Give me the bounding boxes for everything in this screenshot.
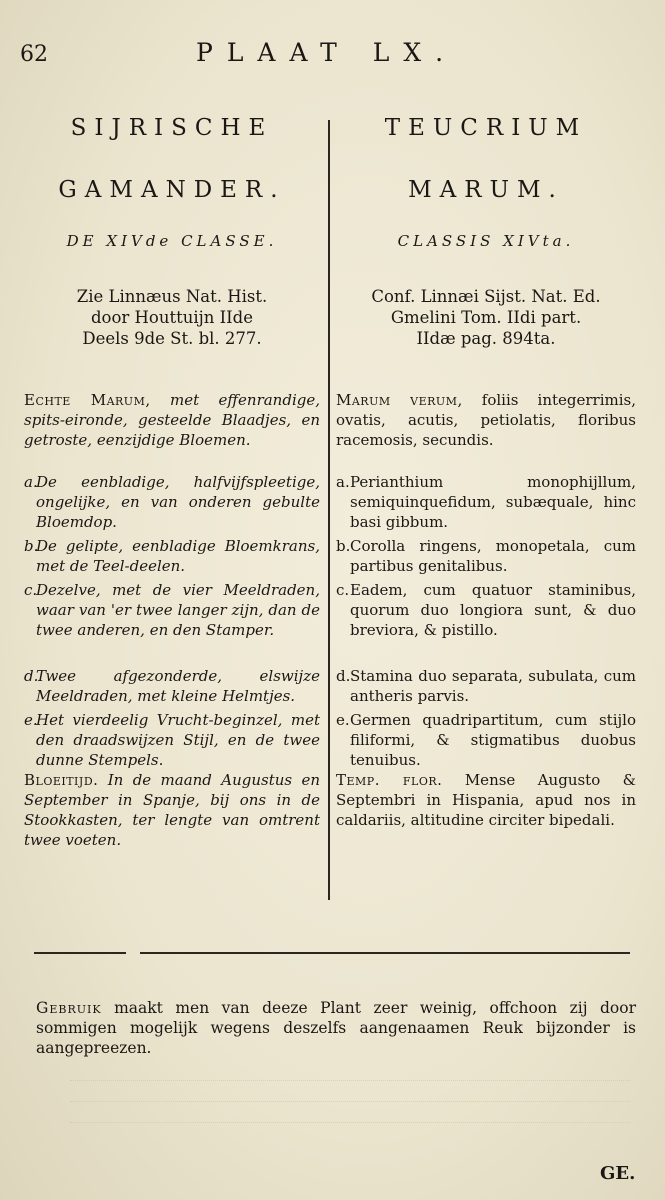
entry-text: In de maand Augustus en September in Spanje, bij ons in de Stookkasten, ter lengte van omtrent twee voeten.: [24, 771, 320, 849]
latin-title-line2: MARUM.: [408, 177, 564, 203]
latin-column: [336, 108, 636, 854]
entry-text: foliis integerrimis, ovatis, acutis, petiolatis, floribus racemosis, secundis.: [336, 391, 636, 449]
entry-head: Temp. flor.: [336, 771, 443, 789]
entry-marker: b.: [24, 537, 39, 555]
entry-text: Dezelve, met de vier Meeldraden, waar van 'er twee langer zijn, dan de twee anderen, en den Stamper.: [36, 581, 320, 639]
dutch-reference-line: door Houttuijn IIde: [90, 308, 254, 327]
dutch-entry-b: [24, 536, 320, 580]
entry-head: Marum verum,: [336, 391, 463, 409]
dutch-reference-line: Deels 9de St. bl. 277.: [82, 329, 262, 348]
plate-title: PLAAT LX.: [196, 38, 458, 67]
dutch-class-heading: DE XIVde CLASSE.: [66, 232, 278, 250]
entry-text: Eadem, cum quatuor staminibus, quorum duo longiora sunt, & duo breviora, & pistillo.: [350, 581, 636, 639]
entry-text: Corolla ringens, monopetala, cum partibus genitalibus.: [350, 537, 636, 575]
dutch-entry-a: [24, 472, 320, 536]
entry-marker: e.: [24, 711, 38, 729]
latin-reference-line: Conf. Linnæi Sijst. Nat. Ed.: [371, 287, 601, 306]
dutch-column: [24, 108, 320, 854]
latin-entry-b: [336, 536, 636, 580]
entry-marker: a.: [24, 473, 38, 491]
dutch-entry-e: [24, 710, 320, 770]
entry-text: Perianthium monophijllum, semiquinquefidum, subæquale, hinc basi gibbum.: [350, 473, 636, 531]
entry-marker: d.: [24, 667, 39, 685]
dutch-entry-flowering: [24, 770, 320, 854]
entry-text: Twee afgezonderde, elswijze Meeldraden, met kleine Helmtjes.: [36, 667, 320, 705]
latin-entry-c: [336, 580, 636, 666]
latin-title-line1: TEUCRIUM: [384, 115, 588, 141]
column-divider: [328, 120, 330, 900]
entry-text: met effenrandige, spits-eironde, gesteelde Blaadjes, en getroste, eenzijdige Bloemen.: [24, 391, 320, 449]
latin-reference-line: Gmelini Tom. IIdi part.: [390, 308, 582, 327]
usage-paragraph: [36, 998, 636, 1058]
dutch-title-line2: GAMANDER.: [58, 177, 286, 203]
latin-class-heading: CLASSIS XIVta.: [397, 232, 575, 250]
catchword: GE.: [600, 1163, 636, 1184]
dutch-entry-d: [24, 666, 320, 710]
usage-text: maakt men van deeze Plant zeer weinig, offchoon zij door sommigen mogelijk wegens deszelfs aangenaamen Reuk bijzonder is aangepreezen.: [36, 999, 636, 1057]
entry-head: Echte Marum,: [24, 391, 151, 409]
rule-segment: [34, 952, 126, 954]
latin-reference: [336, 286, 636, 356]
entry-text: Het vierdeelig Vrucht-beginzel, met den draadswijzen Stijl, en de twee dunne Stempels.: [36, 711, 320, 769]
dutch-entry-c: [24, 580, 320, 666]
bleed-through-texture: [70, 1060, 630, 1123]
dutch-entries: [24, 390, 320, 854]
latin-reference-line: IIdæ pag. 894ta.: [416, 329, 556, 348]
entry-marker: d.: [336, 667, 351, 685]
latin-entry-a: [336, 472, 636, 536]
latin-entry-flowering: [336, 770, 636, 854]
latin-entry-e: [336, 710, 636, 770]
latin-entries: [336, 390, 636, 854]
dutch-entry-description: [24, 390, 320, 472]
latin-entry-description: [336, 390, 636, 472]
dutch-reference-line: Zie Linnæus Nat. Hist.: [76, 287, 268, 306]
dutch-title-line1: SIJRISCHE: [70, 115, 274, 141]
entry-text: Mense Augusto & Septembri in Hispania, apud nos in caldariis, altitudine circiter bipedali.: [336, 771, 637, 829]
entry-marker: e.: [336, 711, 350, 729]
dutch-reference: [24, 286, 320, 356]
entry-marker: a.: [336, 473, 350, 491]
entry-text: De eenbladige, halfvijfspleetige, ongelijke, en van onderen gebulte Bloemdop.: [36, 473, 320, 531]
section-rule: [34, 950, 630, 956]
entry-text: De gelipte, eenbladige Bloemkrans, met de Teel-deelen.: [36, 537, 320, 575]
usage-head: Gebruik: [36, 999, 102, 1017]
rule-segment: [140, 952, 630, 954]
entry-text: Germen quadripartitum, cum stijlo filiformi, & stigmatibus duobus tenuibus.: [350, 711, 636, 769]
running-head: [20, 38, 650, 72]
entry-head: Bloeitijd.: [24, 771, 99, 789]
page-number: 62: [20, 42, 48, 67]
entry-marker: c.: [336, 581, 350, 599]
latin-entry-d: [336, 666, 636, 710]
entry-marker: b.: [336, 537, 351, 555]
entry-marker: c.: [24, 581, 38, 599]
entry-text: Stamina duo separata, subulata, cum antheris parvis.: [350, 667, 636, 705]
